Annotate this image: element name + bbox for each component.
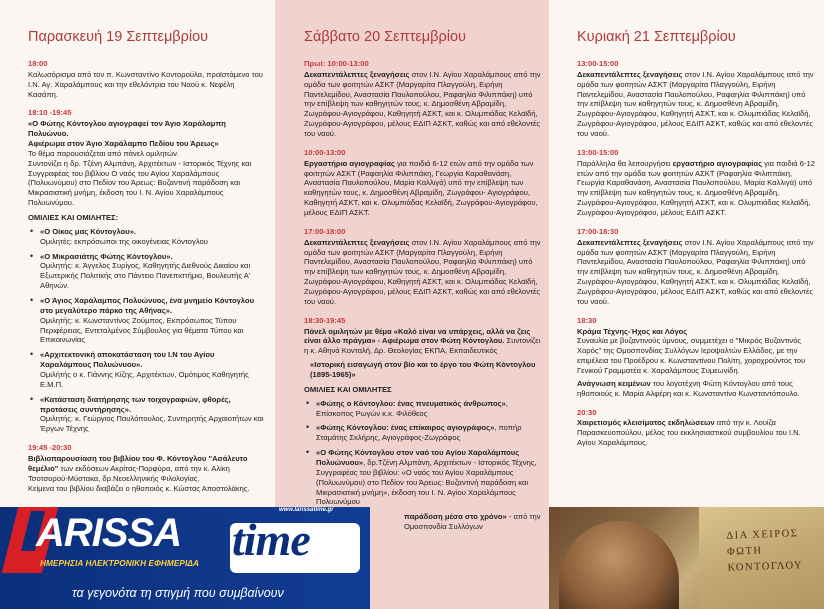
event-text (304, 159, 541, 218)
talk-speaker: , Επίσκοπος Ρωγών κ.κ. Φιλόθεος (316, 398, 508, 418)
event-title: Δεκαπεντάλεπτες ξεναγήσεις (577, 237, 683, 247)
event-time: 17:00-18:00 (304, 226, 346, 236)
speaker-item (304, 448, 541, 507)
logo-url: www.larissatime.gr (279, 507, 334, 513)
event-title: Βιβλιοπαρουσίαση του βιβλίου του Φ. Κόντογλου "Ασάλευτο θεμέλιο" (28, 454, 248, 473)
icon-figure (559, 521, 679, 609)
speaker-item (28, 252, 265, 291)
event-detail: από την κ. Λουίζα Παρασκευοπούλου, μέλος του εκκλησιαστικού συμβουλίου του Ι.Ν. Αγίου Χαραλάμπους. (577, 418, 801, 448)
event-saturday-1830 (304, 316, 541, 532)
speaker-item (28, 296, 265, 345)
event-detail: του λογοτέχνη Φώτη Κόντογλου από τους ηθοποιούς κ. Μαρία Αλφέρη και κ. Κωνσταντίνο Κωνσταντόπουλο. (577, 378, 800, 398)
event-detail: στον Ι.Ν. Αγίου Χαραλάμπους από την ομάδα των φοιτητών ΑΣΚΤ (Μαργαρίτα Πλαγγούλη, Ειρήνη Παντελεμίδου, Αναστασία Παυλοπούλου, Ραφαηλία Φιλιππάκη) υπό την επίβλεψη των καθηγητών τους, κ. Δημοσθένη Αβραμίδη, Ζωγράφου-Αγιογράφου, Καθηγητή ΑΣΚΤ, και κ. Ολυμπιάδας Κελαϊδή, Ζωγράφου-Αγιογράφου, μέλους ΕΔΙΠ ΑΣΚΤ, καθώς και από εθελοντές του ναού. (577, 69, 814, 138)
day-title-saturday: Σάββατο 20 Σεπτεμβρίου (304, 29, 466, 45)
talk-title: «Φώτης ο Κόντογλου: ένας πνευματικός άνθρωπος» (316, 398, 506, 408)
event-saturday-morning (304, 59, 541, 139)
event-time: 20:30 (577, 407, 597, 417)
talk-speaker: , δρ.Τζένη Αλμπάνη, Αρχιτέκτων - Ιστορικός Τέχνης, Συγγραφέας του βιβλίου: «Ο ναός του Αγίου Χαραλάμπους (Πολυωνύμου) στο Πεδίον του Άρεως: Βυζαντινή παράδοση και Μικρασιατική μνήμη», έκδοση του Ι. Ν. Αγίου Χαραλάμπους Πολυωνύμου (316, 458, 537, 507)
event-title: Χαιρετισμός κλεισίματος εκδηλώσεων (577, 418, 715, 428)
speaker-item (304, 423, 541, 443)
speaker-item (28, 227, 265, 247)
talk-title: «Ο Φώτης Κόντογλου στον ναό του Αγίου Χαραλάμπους Πολυώνυου» (316, 448, 520, 468)
event-text (304, 327, 541, 357)
event-text (577, 70, 818, 139)
talk-speaker: - από την Ομοσπονδία Συλλόγων (404, 512, 541, 532)
talk-title: «Ο Άγιος Χαράλαμπος Πολυώνυος, ένα μνημείο Κόντογλου στο μεγαλύτερο πάρκο της Αθήνας». (40, 295, 254, 315)
event-sunday-1830 (577, 316, 818, 399)
event-sunday-1700 (577, 227, 818, 307)
icon-inscription (726, 525, 824, 576)
speaker-item (304, 399, 541, 419)
event-text (577, 159, 818, 218)
event-friday-1810 (28, 108, 265, 434)
event-title: Δεκαπεντάλεπτες ξεναγήσεις (577, 69, 683, 79)
event-title: Δεκαπεντάλεπτες ξεναγήσεις (304, 69, 410, 79)
event-sunday-2030 (577, 408, 818, 448)
day-title-friday: Παρασκευή 19 Σεπτεμβρίου (28, 29, 209, 45)
talk-title: «Ο Μικρασιάτης Φώτης Κόντογλου». (40, 251, 173, 261)
event-title: εργαστήριο αγιογραφίας (672, 158, 763, 168)
larissatime-logo[interactable] (0, 507, 370, 609)
event-text (304, 238, 541, 307)
speakers-list (28, 227, 265, 434)
event-detail: στον Ι.Ν. Αγίου Χαραλάμπους από την ομάδα των φοιτητών ΑΣΚΤ (Μαργαρίτα Πλαγγούλη, Ειρήνη Παντελεμίδου, Αναστασία Παυλοπούλου, Ραφαηλία Φιλιππάκη) υπό την επίβλεψη των καθηγητών τους, κ. Δημοσθένη Αβραμίδη, Ζωγράφου-Αγιογράφου, Καθηγητή ΑΣΚΤ, και κ. Ολυμπιάδας Κελαϊδή, Ζωγράφου-Αγιογράφου, μέλους ΕΔΙΠ ΑΣΚΤ, καθώς και από εθελοντές του ναού. (304, 69, 541, 138)
event-title: «Ο Φώτης Κόντογλου αγιογραφεί τον Άγιο Χαράλαμπη Πολυώνυο. (28, 119, 226, 139)
event-time: 18:10 -19:45 (28, 108, 72, 118)
event-text (304, 70, 541, 139)
event-title: Κράμα Τέχνης-Ήχος και Λόγος (577, 326, 688, 336)
logo-time-word: time (232, 514, 310, 565)
event-sunday-1300-tour (577, 59, 818, 139)
event-detail: στον Ι.Ν. Αγίου Χαραλάμπους από την ομάδα των φοιτητών ΑΣΚΤ (Μαργαρίτα Πλαγγούλη, Ειρήνη Παντελεμίδου, Αναστασία Παυλοπούλου, Ραφαηλία Φιλιππάκη) υπό την επίβλεψη των καθηγητών τους, κ. Δημοσθένη Αβραμίδη, Ζωγράφου-Αγιογράφου, Καθηγητή ΑΣΚΤ, και κ. Ολυμπιάδας Κελαϊδή, Ζωγράφου-Αγιογράφου, μέλους ΕΔΙΠ ΑΣΚΤ, καθώς και από εθελοντές του ναού. (577, 237, 814, 306)
event-saturday-1700 (304, 227, 541, 307)
talk-speaker: , ποπήρ Σταμάτης Σκλήρης, Αγιογράφος-Ζωγράφος (316, 423, 522, 443)
event-text (28, 454, 265, 493)
talk-title: «Κατάσταση διατήρησης των τοιχογραφιών, φθορές, προτάσεις συντήρησης». (40, 394, 231, 414)
event-friday-1800 (28, 59, 265, 99)
event-text: Συναυλία με βυζαντινούς ύμνους, συμμετέχει ο "Μικρός Βυζαντινός Χορός" της Ομοσπονδίας Συλλόγων Ιεροψαλτών Ελλάδος, με την επιμέλεια του Προέδρου κ. Κωνσταντίνου Πολίτη, χοροχρούντος του Γενικού Γραμματέα κ. Χαραλάμπους Συμεωνίδη. (577, 336, 806, 375)
logo-wordmark: ARISSA (36, 511, 182, 555)
event-text (577, 238, 818, 307)
speaker-item (28, 395, 265, 434)
event-detail: στον Ι.Ν. Αγίου Χαραλάμπους από την ομάδα των φοιτητών ΑΣΚΤ (Μαργαρίτα Πλαγγούλη, Ειρήνη Παντελεμίδου, Αναστασία Παυλοπούλου, Ραφαηλία Φιλιππάκη) υπό την επίβλεψη των καθηγητών τους, κ. Δημοσθένη Αβραμίδη, Ζωγράφου-Αγιογράφου, Καθηγητή ΑΣΚΤ, και κ. Ολυμπιάδας Κελαϊδή, Ζωγράφου-Αγιογράφου, μέλους ΕΔΙΠ ΑΣΚΤ, καθώς και από εθελοντές του ναού. (304, 237, 541, 306)
speakers-heading: ΟΜΙΛΙΕΣ ΚΑΙ ΟΜΙΛΗΤΕΣ (304, 384, 392, 394)
event-detail: για παιδιά 6-12 ετών από την ομάδα των φοιτητών ΑΣΚΤ (Ραφαηλία Φιλιππάκη, Γεωργία Καραθανάση, Αναστασία Παυλοπούλου, Μαρία Καλλιγά) υπό την επίβλεψη των καθηγητών τους, κ. Δημοσθένη Αβραμίδη, Ζωγράφου- Αγιογράφου, Καθηγητή ΑΣΚΤ, και κ. Ολυμπιάδας Κελαϊδή, Ζωγράφου-Αγιογράφου, μέλους ΕΔΙΠ ΑΣΚΤ. (304, 158, 538, 217)
event-time: 18:00 (28, 58, 48, 68)
event-detail: για παιδιά 6-12 ετών από την ομάδα των φοιτητών ΑΣΚΤ (Ραφαηλία Φιλιππάκη, Γεωργία Καραθανάση, Αναστασία Παυλοπούλου, Μαρία Καλλιγά) υπό την επίβλεψη των καθηγητών τους, κ. Δημοσθένη Αβραμίδη, Ζωγράφου-Αγιογράφου, Καθηγητή ΑΣΚΤ, και κ. Ολυμπιάδας Κελαϊδή, Ζωγράφου-Αγιογράφου, μέλους ΕΔΙΠ ΑΣΚΤ. (577, 158, 815, 217)
event-intro: Παράλληλα θα λειτουργήσει (577, 158, 673, 168)
talk-title: «Αρχιτεκτονική αποκατάσταση του Ι.Ν του Αγίου Χαραλάμπους Πολυώνυου». (40, 350, 215, 370)
day-title-sunday: Κυριακή 21 Σεπτεμβρίου (577, 29, 736, 45)
event-time: 19:45 -20:30 (28, 443, 72, 453)
talk-speaker: Ομιλητής: κ. Άγγελος Συρίγος, Καθηγητής Διεθνούς Δικαίου και Εξωτερικής Πολιτικής στο Πάντειο Πανεπιστήμιο, Βουλευτής Α' Αθηνών. (40, 261, 251, 291)
event-title: Ανάγνωση κειμένων (577, 378, 651, 388)
logo-slogan: τα γεγονότα τη στιγμή που συμβαίνουν (72, 586, 284, 600)
event-time: 18:30-19:45 (304, 315, 346, 325)
speakers-list (304, 399, 541, 508)
talk-title: «Ο Οίκος μας Κόντογλου». (40, 226, 137, 236)
speakers-heading: ΟΜΙΛΙΕΣ ΚΑΙ ΟΜΙΛΗΤΕΣ: (28, 212, 119, 222)
event-time: 13:00-15:00 (577, 58, 619, 68)
event-sunday-1300-workshop (577, 148, 818, 218)
talk-title: παράδοση μέσα στο χρόνο» (404, 512, 507, 522)
event-text (577, 418, 818, 448)
inscription-line: ΦΩΤΗ ΚΟΝΤΟΓΛΟΥ (726, 545, 804, 574)
event-title: Πάνελ ομιλητών με θέμα «Καλό είναι να υπάρχεις, αλλά να ζεις είναι άλλο πράγμα» - Αφιέρωμα στον Φώτη Κόντογλου. (304, 326, 531, 346)
event-saturday-workshop (304, 148, 541, 218)
event-time: Πρωί: 10:00-13:00 (304, 58, 369, 68)
logo-tagline: ΗΜΕΡΗΣΙΑ ΗΛΕΚΤΡΟΝΙΚΗ ΕΦΗΜΕΡΙΔΑ (40, 559, 199, 568)
event-text (577, 379, 818, 399)
event-subtitle: «Ιστορική εισαγωγή στον βίο και το έργο του Φώτη Κόντογλου (1895-1965)» (310, 360, 536, 379)
talk-speaker: Ομιλητής: κ. Κωνσταντίνος Ζούμπος, Εκπρόσωπος Τύπου Περιφέρειας, Εντεταλμένος Σύμβουλος για θέματα Τύπου και Επικοινωνίας (40, 315, 244, 345)
talk-speaker: Ομιλητής: κ. Γεώργιος Παυλόπουλος, Συντηρητής Αρχαιοτήτων και Έργων Τέχνης (40, 414, 264, 434)
icon-painting-image (549, 507, 824, 609)
event-detail: των εκδόσεων Ακρίτας-Πορφύρα, από την κ. Αλίκη Τσοτσορού-Μύστακα, δρ.Νεοελληνικής Φιλολογίας. Κείμενα του βιβλίου διαβάζει ο ηθοποιός κ. Κώστας Αποστολάκης. (28, 463, 250, 493)
talk-speaker: Ομιλήτής ο κ. Γιάννης Κίζης, Αρχιτέκτων, Ομότιμος Καθηγητής Ε.Μ.Π. (40, 370, 249, 389)
event-title: Εργαστήριο αγιογραφίας (304, 158, 395, 168)
event-friday-1945 (28, 443, 265, 493)
event-detail: Συντονίζει η κ. Αθηνά Κονταλή, Δρ. Θεολογίας ΕΚΠΑ, Εκπαιδευτικός (304, 336, 541, 356)
talk-speaker: Ομιλητές: εκπρόσωποι της οικογένειας Κόντογλου (40, 236, 208, 246)
event-text: Καλωσόρισμα από τον π. Κωνσταντίνο Κοντορούλα, προϊστάμενο του Ι.Ν. Αγ. Χαραλάμπους και την εθελόντρια του Ναού κ. Νεφέλη Κασάπη. (28, 69, 263, 99)
speaker-item (28, 350, 265, 389)
inscription-line: ΔΙΑ ΧΕΙΡΟΣ (726, 528, 799, 542)
event-text: Το θέμα παρουσιάζεται από πάνελ ομιλητών. Συντονίζει η δρ. Τζένη Αλμπάνη, Αρχιτέκτων - Ιστορικός Τέχνης και Συγγραφέας του βιβλίου Ο ναός του Αγίου Χαραλάμπους (Πολυωνύμου) στο Πεδίον του Άρεως: Βυζαντινή παράδοση και Μικρασιατική μνήμη, έκδοση του Ι. Ν. Αγίου Χαραλάμπους Πολυωνύμου. (28, 148, 252, 208)
event-time: 10:00-13:00 (304, 147, 346, 157)
event-title: Δεκαπεντάλεπτες ξεναγήσεις (304, 237, 410, 247)
event-time: 18:30 (577, 315, 597, 325)
event-time: 13:00-15:00 (577, 147, 619, 157)
event-title: Αφιέρωμα στον Άγιο Χαράλαμπο Πεδίου του Άρεως» (28, 138, 219, 148)
talk-title: «Φώτης Κόντογλου: ένας επίκαιρος αγιογράφος» (316, 423, 495, 433)
event-time: 17:00-18:30 (577, 226, 619, 236)
